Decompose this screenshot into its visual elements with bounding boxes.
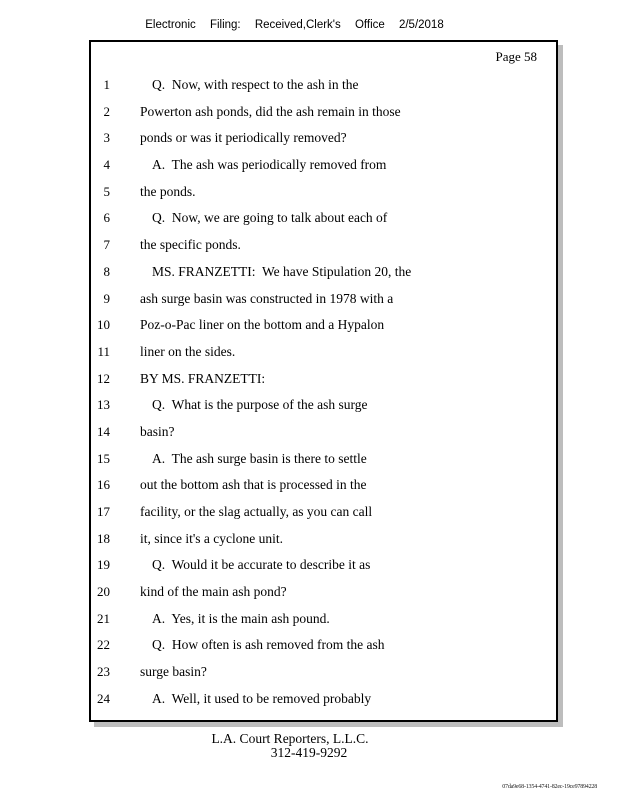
line-text: the specific ponds. <box>140 237 241 253</box>
transcript-line <box>91 530 556 557</box>
line-number: 14 <box>97 423 110 439</box>
line-text: facility, or the slag actually, as you can call <box>140 504 373 519</box>
line-text: Powerton ash ponds, did the ash remain in those <box>140 103 401 119</box>
line-number: 23 <box>97 664 110 680</box>
line-number: 3 <box>103 130 110 146</box>
line-number: 20 <box>97 584 110 600</box>
line-text: Q. Now, with respect to the ash in the <box>152 77 359 92</box>
line-number: 5 <box>103 183 110 199</box>
transcript-line <box>91 663 556 690</box>
transcript-line <box>91 370 556 397</box>
line-text: A. Well, it used to be removed probably <box>152 690 372 706</box>
transcript-line <box>91 450 556 477</box>
line-number: 19 <box>97 557 110 573</box>
transcript-line <box>91 103 556 130</box>
line-text: BY MS. FRANZETTI: <box>140 370 266 386</box>
line-text: Q. Now, we are going to talk about each of <box>152 210 388 226</box>
line-text: basin? <box>140 423 175 439</box>
line-number: 7 <box>103 237 110 253</box>
transcript-line <box>91 556 556 583</box>
line-number: 16 <box>97 477 110 493</box>
line-text: it, since it's a cyclone unit. <box>140 530 284 546</box>
line-text: kind of the main ash pond? <box>140 584 287 600</box>
line-number: 4 <box>103 157 110 173</box>
electronic-filing-banner: Electronic Filing: Received,Clerk's Office 2/5/2018 <box>145 19 444 31</box>
line-text: ponds or was it periodically removed? <box>140 130 347 146</box>
line-text: Q. How often is ash removed from the ash <box>152 637 385 653</box>
transcript-line <box>91 343 556 370</box>
transcript-line <box>91 476 556 503</box>
transcript-line <box>91 156 556 183</box>
transcript-line <box>91 209 556 236</box>
line-number: 15 <box>97 450 110 466</box>
court-reporter-name: L.A. Court Reporters, L.L.C. <box>211 731 369 746</box>
line-text: MS. FRANZETTI: We have Stipulation 20, the <box>152 263 412 279</box>
line-number: 1 <box>103 77 110 92</box>
line-number: 18 <box>97 530 110 546</box>
line-text: A. Yes, it is the main ash pound. <box>152 610 330 626</box>
transcript-line <box>91 129 556 156</box>
transcript-body <box>91 76 556 717</box>
line-number: 9 <box>103 290 110 306</box>
line-text: ash surge basin was constructed in 1978 with a <box>140 290 394 306</box>
page-number-label: Page 58 <box>495 49 537 64</box>
document-id-stamp: 07da9e68-1354-4741-82ec-19ce97894228 <box>502 784 597 790</box>
line-number: 10 <box>97 317 110 333</box>
transcript-line <box>91 316 556 343</box>
line-number: 2 <box>103 103 110 119</box>
line-number: 17 <box>97 504 110 519</box>
transcript-line <box>91 610 556 637</box>
transcript-line <box>91 423 556 450</box>
line-text: Poz-o-Pac liner on the bottom and a Hypalon <box>140 317 385 333</box>
line-text: Q. Would it be accurate to describe it as <box>152 557 371 573</box>
transcript-line <box>91 636 556 663</box>
transcript-line <box>91 396 556 423</box>
line-text: Q. What is the purpose of the ash surge <box>152 397 368 413</box>
transcript-line <box>91 503 556 530</box>
line-number: 11 <box>97 343 110 359</box>
transcript-line <box>91 183 556 210</box>
transcript-line <box>91 236 556 263</box>
line-number: 12 <box>97 370 110 386</box>
line-number: 21 <box>97 610 110 626</box>
line-text: A. The ash surge basin is there to settle <box>152 450 367 466</box>
line-text: the ponds. <box>140 183 196 199</box>
court-reporter-phone: 312-419-9292 <box>270 745 348 760</box>
transcript-page-frame <box>89 40 558 722</box>
line-number: 24 <box>97 690 110 706</box>
transcript-line <box>91 690 556 717</box>
transcript-line <box>91 263 556 290</box>
transcript-line <box>91 583 556 610</box>
line-number: 8 <box>103 263 110 279</box>
transcript-line <box>91 290 556 317</box>
line-number: 6 <box>103 210 110 226</box>
line-text: liner on the sides. <box>140 343 236 359</box>
line-text: surge basin? <box>140 664 207 680</box>
line-number: 13 <box>97 397 110 413</box>
line-text: out the bottom ash that is processed in the <box>140 477 367 493</box>
line-text: A. The ash was periodically removed from <box>152 157 387 173</box>
transcript-line <box>91 76 556 103</box>
line-number: 22 <box>97 637 110 653</box>
